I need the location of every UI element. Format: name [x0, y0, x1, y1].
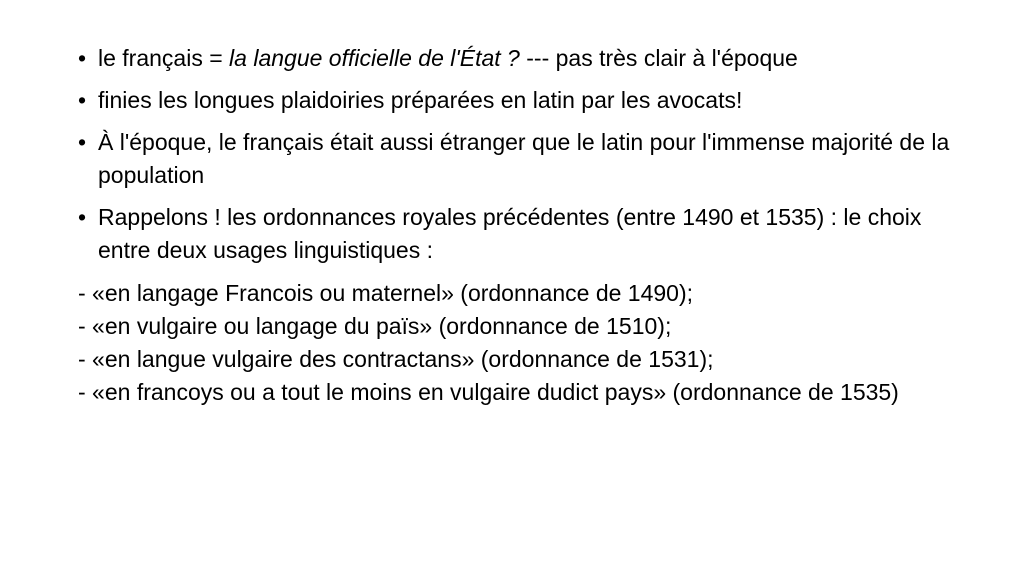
bullet-item-pleadings [78, 84, 958, 117]
bullet-item-ordinances [78, 201, 958, 267]
bullet-text: finies les longues plaidoiries préparées en latin par les avocats! [98, 87, 743, 113]
bullet-item-official-language [78, 42, 958, 75]
bullet-icon: • [78, 45, 87, 71]
ordinance-quote-1490: - «en langage Francois ou maternel» (ordonnance de 1490); [78, 280, 694, 306]
bullet-text: À l'époque, le français était aussi étranger que le latin pour l'immense majorité de la population [98, 129, 950, 188]
bullet-list [78, 42, 958, 267]
bullet-icon: • [78, 204, 87, 230]
bullet-item-foreign-language [78, 126, 958, 192]
bullet-suffix-text: --- pas très clair à l'époque [519, 45, 798, 71]
ordinance-quote-1510: - «en vulgaire ou langage du païs» (ordonnance de 1510); [78, 313, 672, 339]
bullet-icon: • [78, 129, 87, 155]
bullet-text: Rappelons ! les ordonnances royales précédentes (entre 1490 et 1535) : le choix entre deux usages linguistiques : [98, 204, 922, 263]
bullet-italic-text: la langue officielle de l'État ? [229, 45, 520, 71]
ordinance-quote-list [78, 277, 958, 409]
bullet-icon: • [78, 87, 87, 113]
bullet-prefix-text: le français = [98, 45, 230, 71]
ordinance-quote-1535: - «en francoys ou a tout le moins en vulgaire dudict pays» (ordonnance de 1535) [78, 379, 899, 405]
ordinance-quote-1531: - «en langue vulgaire des contractans» (ordonnance de 1531); [78, 346, 714, 372]
slide-body [78, 42, 958, 409]
